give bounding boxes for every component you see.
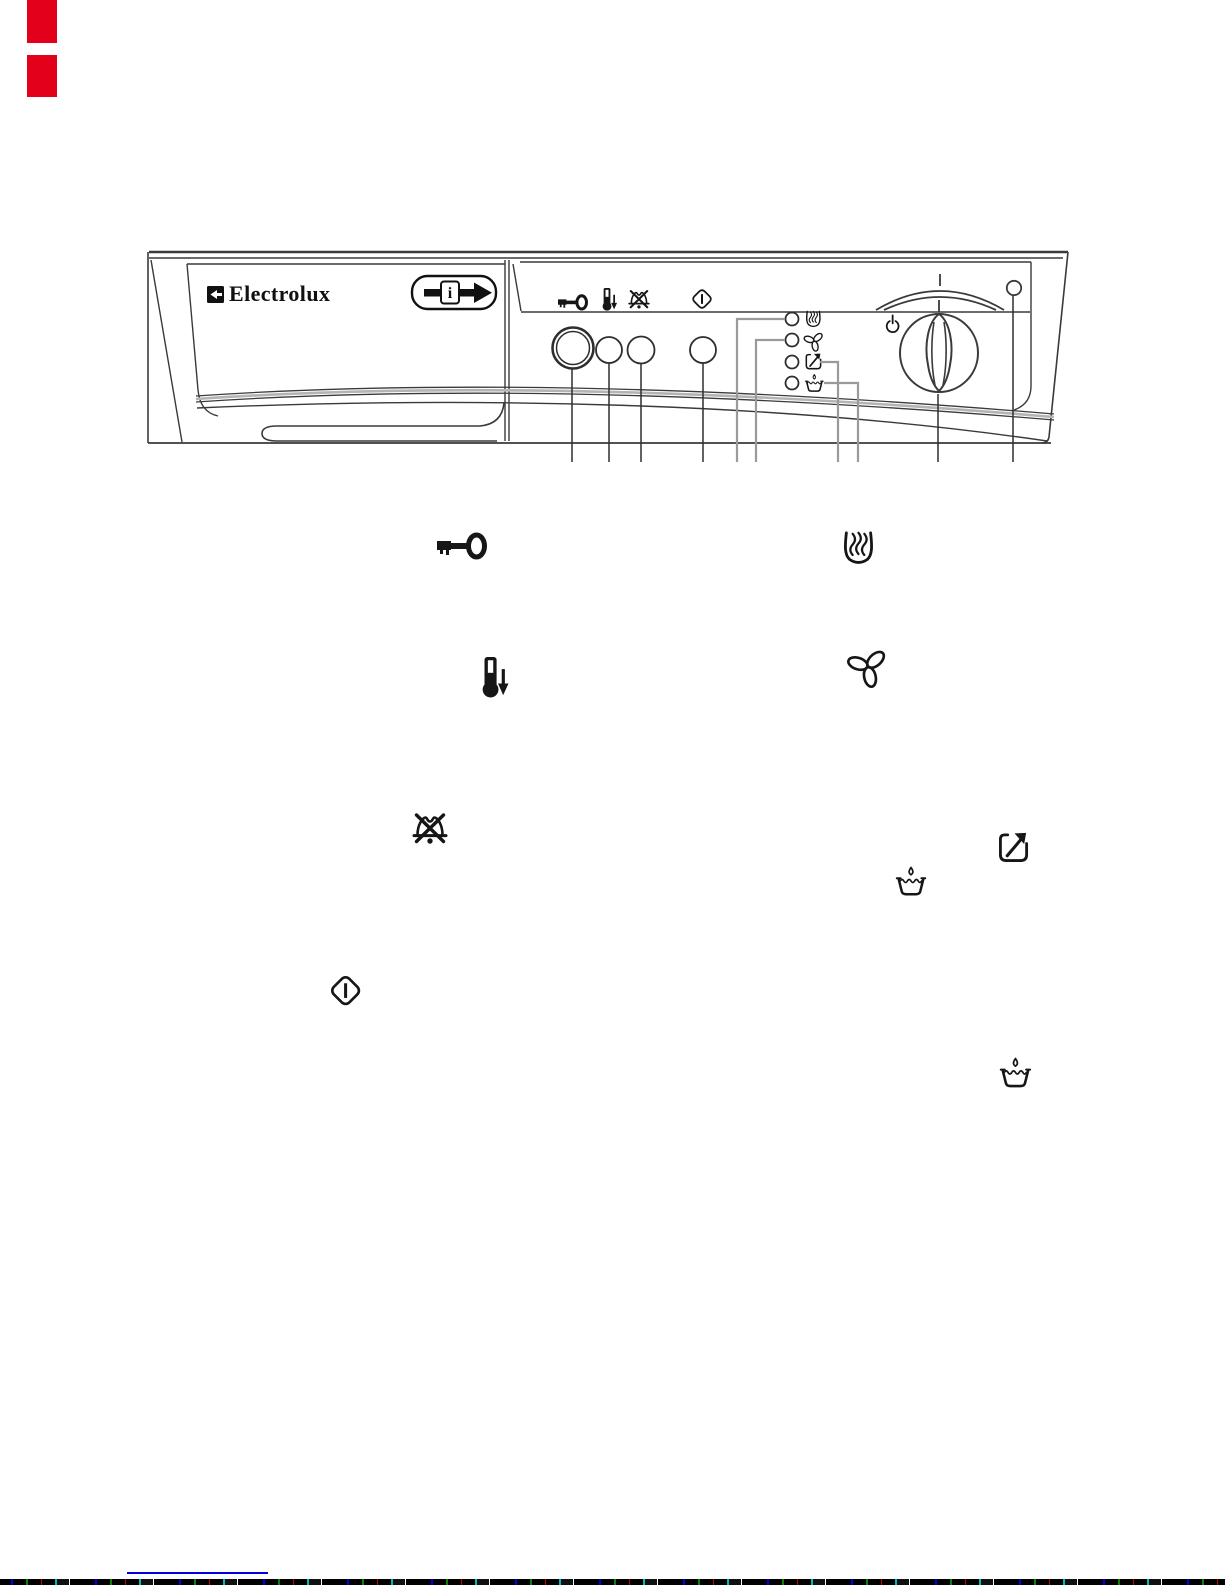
start-pause-icon — [692, 289, 713, 310]
basin-water-icon — [897, 868, 925, 895]
start-pause-icon — [330, 975, 361, 1006]
drying-icon — [807, 311, 820, 326]
scan-noise-strip — [0, 1579, 1225, 1585]
button-large — [553, 328, 594, 369]
thermometer-down-icon — [603, 288, 617, 311]
fan-icon — [847, 649, 887, 688]
basin-water-icon — [805, 375, 823, 392]
link-underline — [127, 1572, 268, 1574]
indicator-led — [786, 377, 799, 390]
no-spin-icon — [414, 815, 446, 844]
button-small — [690, 337, 716, 363]
power-icon — [887, 315, 899, 332]
drain-arrow-icon — [1000, 833, 1026, 861]
drain-arrow-icon — [806, 354, 820, 369]
button-small — [596, 337, 622, 363]
knob-handle — [926, 314, 951, 391]
thermometer-down-icon — [483, 657, 509, 697]
callout-lines-gray — [737, 319, 858, 462]
fan-icon — [803, 332, 823, 352]
mains-indicator-led — [1007, 281, 1021, 295]
key-icon — [558, 296, 587, 309]
selector-dial — [876, 274, 1021, 392]
info-badge — [412, 276, 496, 309]
indicator-led — [786, 356, 799, 369]
button-small — [628, 337, 655, 364]
button-row — [553, 328, 717, 369]
indicator-leds — [786, 313, 799, 390]
callout-line — [820, 362, 838, 462]
brand-wordmark: Electrolux — [229, 281, 331, 306]
info-glyph: i — [447, 285, 453, 302]
key-icon — [437, 535, 485, 557]
basin-water-icon — [1001, 1059, 1030, 1087]
electrolux-mark-icon — [207, 286, 224, 303]
program-knob — [900, 314, 978, 392]
callout-line — [824, 383, 858, 462]
drying-icon — [845, 533, 871, 563]
indicator-led — [786, 313, 799, 326]
no-spin-icon — [629, 291, 649, 309]
indicator-led — [786, 334, 799, 347]
